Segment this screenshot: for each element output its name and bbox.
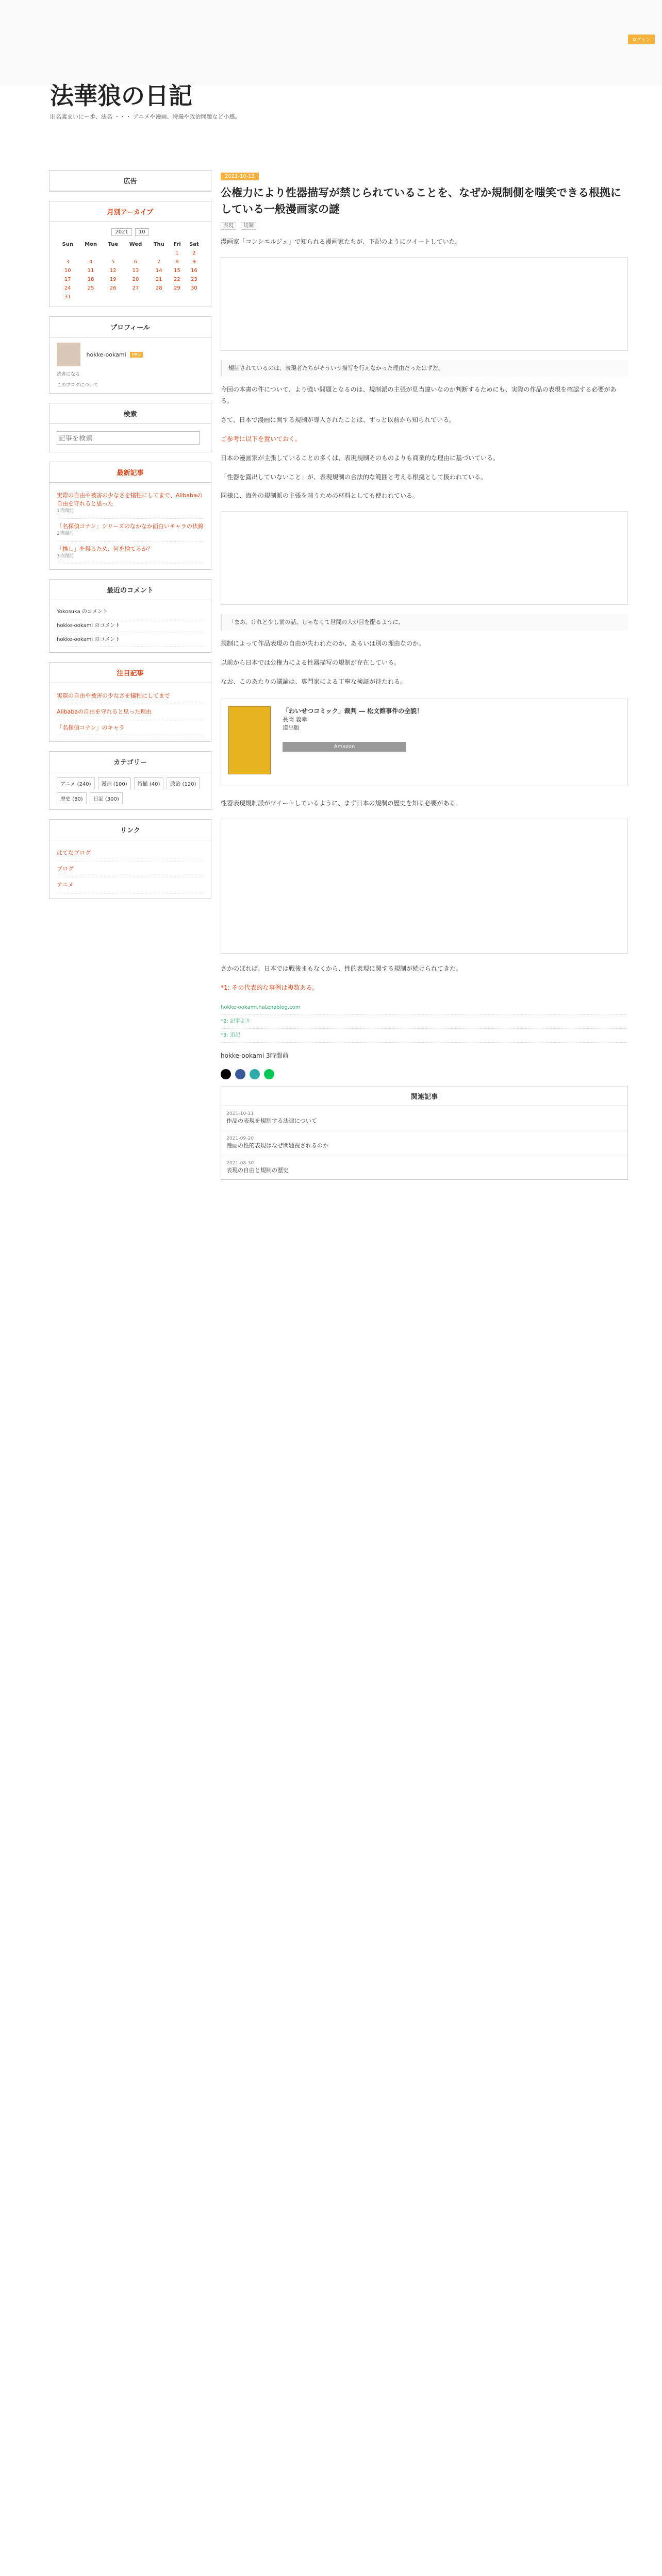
ad-box [49,170,211,192]
paragraph: 規制によって作品表現の自由が失われたのか、あるいは別の理由なのか。 [221,639,425,647]
post-author[interactable]: hokke-ookami 3時間前 [221,1052,289,1059]
login-button[interactable]: ログイン [628,35,655,44]
amazon-button[interactable]: Amazon [283,742,406,752]
subscribe-button[interactable]: 読者になる [57,372,80,377]
footnote: *1: その代表的な事例は複数ある。 [221,984,319,991]
calendar-day [185,293,204,301]
hatena-share-icon[interactable] [250,1069,260,1079]
links-title: リンク [49,820,211,840]
recent-item[interactable] [57,488,204,519]
paragraph: なお、このあたりの議論は、専門家による丁寧な検証が待たれる。 [221,677,407,685]
calendar-day [148,249,170,258]
recent-title: 最新記事 [49,462,211,483]
calendar-day[interactable]: 26 [109,285,117,291]
recent-item-title[interactable]: 実際の自由や被害の少なさを犠牲にしてまで、Alibabaの自由を守れると思った [57,492,203,507]
calendar-weekday: Thu [153,242,164,247]
calendar-day[interactable]: 1 [175,250,179,256]
category-tag[interactable]: 日記 (300) [90,792,123,804]
sidebar [49,170,211,908]
product-title[interactable]: 「わいせつコミック」裁判 ― 松文館事件の全貌！ [283,707,423,715]
embedded-tweet[interactable] [221,257,628,351]
paragraph-highlight: ご参考に以下を置いておく。 [221,435,301,443]
paragraph: 「性器を露出していないこと」が、表現規制の合法的な範囲と考える根拠として扱われている。 [221,473,487,481]
calendar-day[interactable]: 17 [64,277,71,282]
calendar-box [49,201,211,307]
paragraph: 今回の本書の件について、より強い問題となるのは、規制派の主張が見当違いなのか判断するためにも、実際の作品の表現を確認する必要がある。 [221,385,617,405]
calendar-day[interactable]: 16 [191,268,197,274]
calendar-day[interactable]: 2 [192,250,196,256]
calendar-weekday: Mon [85,242,97,247]
line-share-icon[interactable] [264,1069,274,1079]
comment-item[interactable]: hokke-ookami のコメント [57,633,204,647]
post-date[interactable]: 2021-10-13 [221,173,259,180]
calendar-weekday: Wed [129,242,142,247]
blockquote: 「まあ、けれど少し前の話、じゃなくて世間の人が目を配るように、 [221,614,628,631]
calendar-day[interactable]: 3 [66,259,70,265]
recent-item[interactable] [57,519,204,541]
year-select[interactable]: 2021 [111,228,131,236]
calendar-weekday: Tue [108,242,119,247]
calendar-day[interactable]: 20 [132,277,139,282]
search-input[interactable] [57,431,200,445]
category-box [49,751,211,810]
site-title[interactable]: 法華狼の日記 [50,82,192,110]
related-date: 2021-08-30 [226,1160,254,1166]
popular-item[interactable]: Alibabaの自由を守れると思った理由 [57,704,204,720]
avatar[interactable] [57,343,80,366]
calendar-day [148,293,170,301]
share-buttons [221,1069,628,1079]
calendar-day[interactable]: 19 [109,277,117,282]
blog-header [0,0,662,85]
calendar-day [170,293,185,301]
calendar-day [57,249,78,258]
facebook-share-icon[interactable] [235,1069,245,1079]
recent-box [49,462,211,570]
calendar-table [57,240,204,301]
calendar-day [78,249,103,258]
paragraph: さて、日本で漫画に関する規制が導入されたことは、ずっと以前から知られている。 [221,416,456,424]
product-publisher: 道出版 [283,724,300,732]
calendar-day[interactable]: 9 [192,259,196,265]
calendar-day[interactable]: 18 [87,277,94,282]
post-title[interactable]: 公権力により性器描写が禁じられていることを、なぜか規制側を嗤笑できる根拠にしている一般漫画家の謎 [221,186,621,215]
calendar-day[interactable]: 28 [155,285,162,291]
calendar-day[interactable]: 15 [174,268,180,274]
paragraph: 性器表現規制派がツイートしているように、まず日本の規制の歴史を知る必要がある。 [221,800,462,807]
blockquote: 規制されているのは、表現者たちがそういう描写を行えなかった理由だったはずだ。 [221,360,628,377]
related-item[interactable] [221,1105,627,1130]
calendar-day[interactable]: 10 [64,268,71,274]
paragraph: 漫画家「コンシエルジュ」で知られる漫画家たちが、下記のようにツイートしていた。 [221,238,461,245]
comments-title: 最近のコメント [49,580,211,600]
comment-item[interactable]: hokke-ookami のコメント [57,619,204,633]
search-box [49,403,211,452]
calendar-day [123,293,148,301]
x-share-icon[interactable] [221,1069,231,1079]
calendar-day[interactable]: 29 [174,285,180,291]
popular-title: 注目記事 [49,663,211,683]
recent-item-date: 1時間前 [57,508,74,514]
comment-item[interactable]: Yokosuka のコメント [57,605,204,619]
related-title[interactable]: 漫画の性的表現はなぜ問題視されるのか [226,1142,328,1149]
category-tag[interactable]: アニメ (240) [57,777,95,789]
popular-item[interactable]: 「名探偵コナン」のキャラ [57,720,204,736]
paragraph: 日本の漫画家が主張していることの多くは、表現規制そのものよりも商業的な理由に基づいている。 [221,454,500,462]
related-date: 2021-10-11 [226,1110,254,1116]
calendar-weekday: Sat [189,242,199,247]
calendar-day [78,293,103,301]
footnote-link[interactable]: *2: 記事より [221,1015,628,1029]
link-item[interactable]: はてなブログ [57,845,204,861]
category-title: カテゴリー [49,752,211,772]
calendar-day [123,249,148,258]
calendar-day[interactable]: 31 [64,294,71,300]
product-author: 長岡 義幸 [283,716,307,723]
calendar-day[interactable]: 6 [134,259,138,265]
book-cover[interactable] [228,706,271,774]
calendar-day [103,249,123,258]
link-item[interactable]: アニメ [57,877,204,893]
footnote-link[interactable]: hokke-ookami.hatenablog.com [221,1001,628,1015]
related-item[interactable] [221,1130,627,1155]
comments-box [49,579,211,653]
calendar-day[interactable]: 14 [155,268,162,274]
calendar-day[interactable]: 22 [174,277,180,282]
ad-head: 広告 [49,171,211,191]
related-title[interactable]: 表現の自由と規制の歴史 [226,1166,289,1174]
calendar-day[interactable]: 25 [87,285,94,291]
related-box [221,1087,628,1180]
recent-item[interactable] [57,541,204,564]
related-date: 2021-09-20 [226,1135,254,1141]
category-tag[interactable]: 政治 (120) [167,777,200,789]
calendar-day[interactable]: 8 [175,259,179,265]
recent-item-title[interactable]: 「名探偵コナン」シリーズのなかなか面白いキャラの伏線 [57,522,204,530]
profile-box [49,316,211,394]
product-card [221,699,628,786]
calendar-day[interactable]: 21 [155,277,162,282]
calendar-weekday: Sun [62,242,73,247]
post-categories [221,221,628,229]
calendar-day[interactable]: 4 [89,259,93,265]
profile-title: プロフィール [49,317,211,337]
related-title[interactable]: 作品の表現を規制する法律について [226,1117,317,1124]
calendar-day [103,293,123,301]
link-item[interactable]: ブログ [57,861,204,877]
pro-badge: PRO [130,352,143,358]
recent-item-date: 2時間前 [57,531,74,536]
paragraph: 同様に、海外の規制派の主張を嗤うための材料としても使われている。 [221,492,419,500]
related-title: 関連記事 [410,1093,438,1101]
paragraph: さかのぼれば、日本では戦後まもなくから、性的表現に関する規制が続けられてきた。 [221,965,462,973]
month-select[interactable]: 10 [135,228,149,236]
calendar-day[interactable]: 5 [111,259,115,265]
site-description: 旧名義まいにー歩、法名 ・・・ アニメや漫画、特撮や政治問題など小感。 [50,113,241,120]
calendar-day[interactable]: 7 [157,259,161,265]
recent-item-title[interactable]: 「推し」を得るため、何を捨てるか？ [57,545,153,552]
search-title: 検索 [49,403,211,424]
about-link[interactable]: このブログについて [57,383,98,388]
calendar-title: 月別アーカイブ [49,201,211,222]
category-tag[interactable]: 表現 [221,222,236,230]
embedded-tweet[interactable] [221,511,628,605]
recent-item-date: 3時間前 [57,553,74,559]
category-tag[interactable]: 規制 [241,222,256,230]
calendar-day[interactable]: 11 [87,268,94,274]
profile-name[interactable]: hokke-ookami [86,351,126,358]
calendar-day[interactable]: 12 [109,268,117,274]
category-tag[interactable]: 特撮 (40) [134,777,164,789]
calendar-weekday: Fri [173,242,181,247]
embedded-tweet[interactable] [221,819,628,954]
popular-item[interactable]: 実際の自由や被害の少なさを犠牲にしてまで [57,688,204,704]
category-tag[interactable]: 漫画 (100) [98,777,131,789]
related-item[interactable] [221,1155,627,1179]
links-box [49,819,211,899]
category-tag[interactable]: 歴史 (80) [57,792,87,804]
paragraph: 以前から日本では公権力による性器描写の規制が存在している。 [221,658,401,666]
footnote-link[interactable]: *3: 追記 [221,1029,628,1043]
main-article [221,170,628,1180]
calendar-day[interactable]: 23 [191,277,197,282]
calendar-day[interactable]: 27 [132,285,139,291]
calendar-day[interactable]: 30 [191,285,197,291]
calendar-day[interactable]: 24 [64,285,71,291]
popular-box [49,662,211,742]
calendar-day[interactable]: 13 [132,268,139,274]
